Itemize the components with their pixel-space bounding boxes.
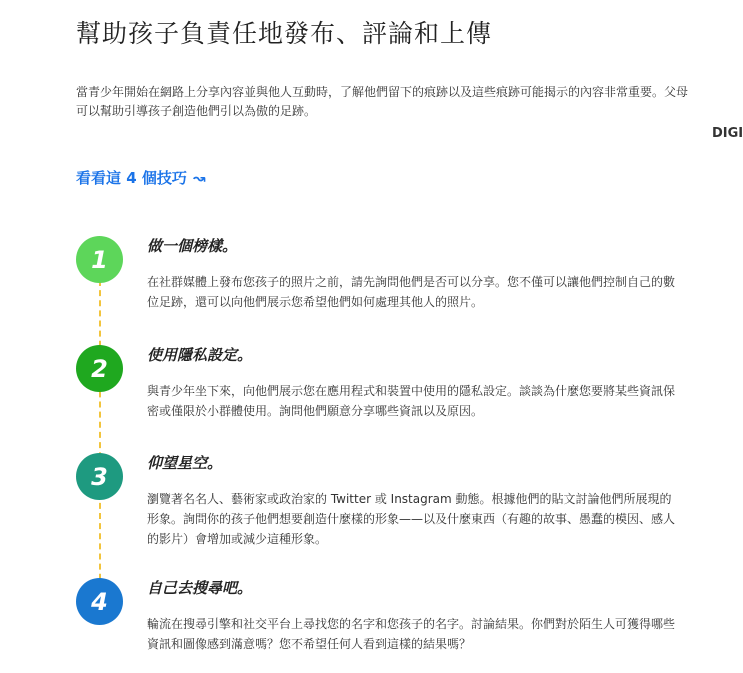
intro-text: 當青少年開始在網路上分享內容並與他人互動時，了解他們留下的痕跡以及這些痕跡可能揭示的內容非常重要。父母可以幫助引導孩子創造他們引以為傲的足跡。 [76, 85, 689, 118]
step-text: 與青少年坐下來，向他們展示您在應用程式和裝置中使用的隱私設定。談談為什麼您要將某些資訊保密或僅限於小群體使用。詢問他們願意分享哪些資訊以及原因。 [147, 384, 676, 418]
page-title: 幫助孩子負責任地發布、評論和上傳 [76, 19, 493, 48]
step-number-badge: 2 [76, 345, 123, 392]
curly-arrow-icon: ↝ [192, 169, 206, 187]
step-title: 仰望星空。 [147, 454, 223, 472]
tips-link[interactable] [76, 167, 205, 188]
step-text: 瀏覽著名名人、藝術家或政治家的 Twitter 或 Instagram 動態。根據他們的貼文討論他們所展現的形象。詢問你的孩子他們想要創造什麼樣的形象——以及什麼東西（有趣的故事、愚蠢的模因、感人的影片）會增加或減少這種形象。 [147, 492, 676, 546]
step-title: 自己去搜尋吧。 [147, 579, 253, 597]
step-text: 在社群媒體上發布您孩子的照片之前，請先詢問他們是否可以分享。您不僅可以讓他們控制自己的數位足跡，還可以向他們展示您希望他們如何處理其他人的照片。 [147, 275, 676, 309]
step-title: 使用隱私設定。 [147, 346, 253, 364]
step-number-badge: 1 [76, 236, 123, 283]
side-text: DIGI [712, 126, 743, 141]
tips-link-label: 看看這 4 個技巧 [76, 169, 187, 187]
step-title: 做一個榜樣。 [147, 237, 238, 255]
step-number-badge: 4 [76, 578, 123, 625]
timeline-dashed-line [99, 280, 101, 600]
step-text: 輪流在搜尋引擎和社交平台上尋找您的名字和您孩子的名字。討論結果。你們對於陌生人可獲得哪些資訊和圖像感到滿意嗎？您不希望任何人看到這樣的結果嗎？ [147, 617, 676, 651]
step-number-badge: 3 [76, 453, 123, 500]
